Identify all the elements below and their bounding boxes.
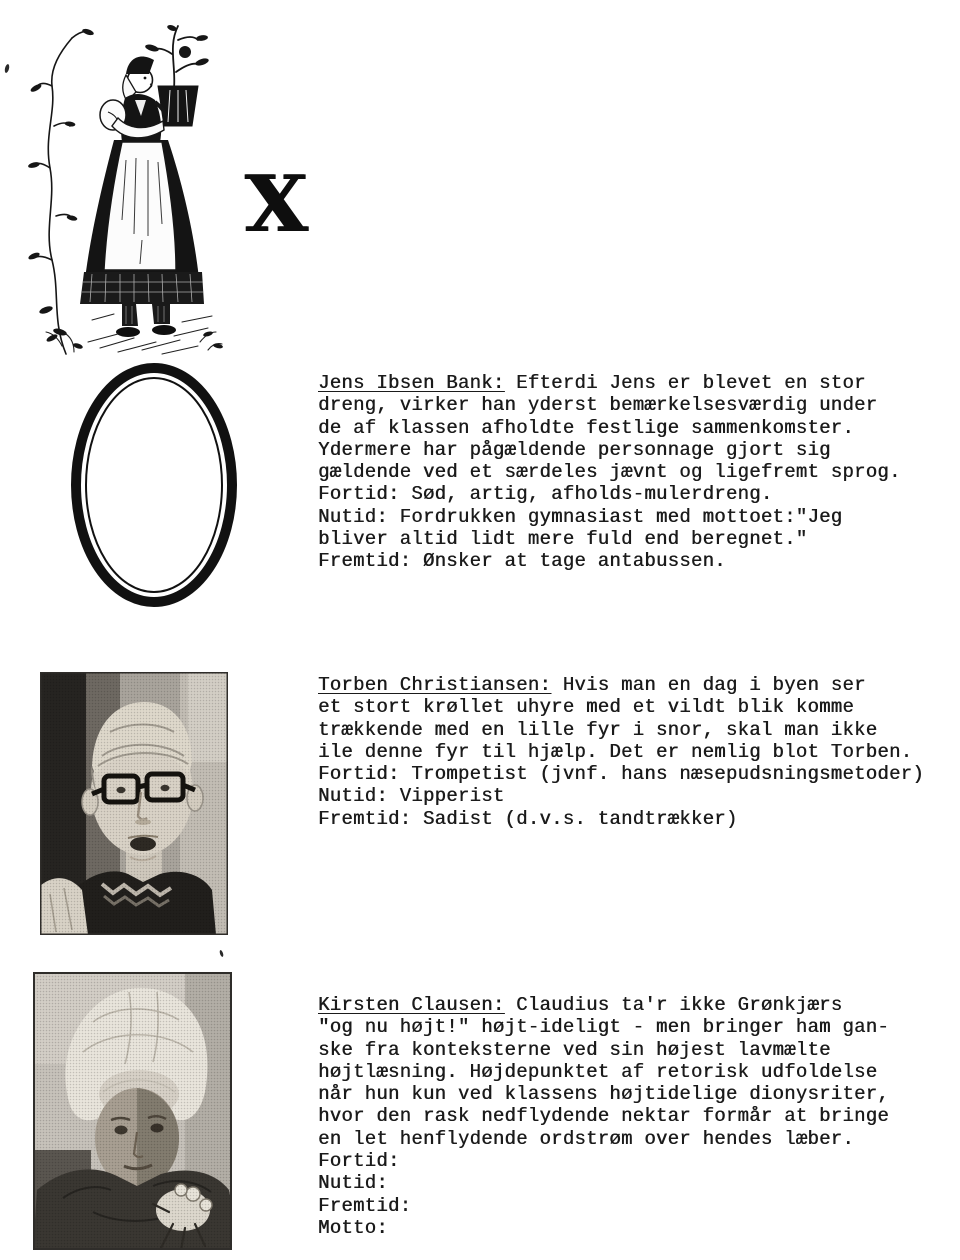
text-line: "og nu højt!" højt-ideligt - men bringer ham gan- bbox=[318, 1016, 889, 1039]
text-line: gældende ved et særdeles jævnt og ligefremt sprog. bbox=[318, 461, 901, 484]
text-line: Fortid: Sød, artig, afholds-mulerdreng. bbox=[318, 483, 773, 506]
text-line: Fortid: bbox=[318, 1150, 400, 1173]
entry-intro-text: Efterdi Jens er blevet en stor bbox=[504, 372, 866, 394]
text-line: bliver altid lidt mere fuld end beregnet." bbox=[318, 528, 808, 551]
text-line: de af klassen afholdte festlige sammenkomster. bbox=[318, 416, 854, 439]
text-line: Fremtid: Ønsker at tage antabussen. bbox=[318, 550, 726, 573]
entry-first-line bbox=[318, 994, 889, 1016]
portrait-photo-torben bbox=[40, 672, 228, 935]
text-line: Fremtid: Sadist (d.v.s. tandtrækker) bbox=[318, 807, 738, 830]
text-line: Nutid: Vipperist bbox=[318, 785, 505, 808]
scan-speck bbox=[4, 64, 10, 74]
entry-lines bbox=[318, 696, 924, 830]
entry-intro-text: Hvis man en dag i byen ser bbox=[551, 674, 866, 696]
oval-frame bbox=[70, 362, 238, 608]
text-line: Nutid: bbox=[318, 1172, 388, 1195]
text-line: når hun kun ved klassens højtidelige dionysriter, bbox=[318, 1083, 889, 1106]
text-line: Nutid: Fordrukken gymnasiast med mottoet:"Jeg bbox=[318, 505, 843, 528]
text-line: ile denne fyr til hjælp. Det er nemlig blot Torben. bbox=[318, 740, 913, 763]
text-line: ske fra konteksterne ved sin højest lavmælte bbox=[318, 1038, 831, 1061]
text-line: en let henflydende ordstrøm over hendes læber. bbox=[318, 1127, 854, 1150]
text-line: Motto: bbox=[318, 1216, 388, 1239]
text-line: trækkende med en lille fyr i snor, skal man ikke bbox=[318, 718, 878, 741]
entry-lines bbox=[318, 394, 901, 572]
text-line: Ydermere har pågældende personnage gjort sig bbox=[318, 438, 831, 461]
text-line: Fremtid: bbox=[318, 1194, 412, 1217]
entry-first-line bbox=[318, 372, 901, 394]
entry-torben-christiansen bbox=[318, 674, 924, 830]
person-name: Kirsten Clausen: bbox=[318, 994, 505, 1016]
person-name: Torben Christiansen: bbox=[318, 674, 552, 696]
text-line: Fortid: Trompetist (jvnf. hans næsepudsningsmetoder) bbox=[318, 763, 924, 786]
initial-letter: X bbox=[244, 159, 308, 250]
engraving-illustration bbox=[22, 20, 232, 360]
entry-first-line bbox=[318, 674, 924, 696]
text-line: et stort krøllet uhyre med et vildt blik komme bbox=[318, 696, 854, 719]
entry-jens-ibsen-bank bbox=[318, 372, 901, 573]
text-line: hvor den rask nedflydende nektar formår at bringe bbox=[318, 1105, 889, 1128]
person-name: Jens Ibsen Bank: bbox=[318, 372, 505, 394]
text-line: højtlæsning. Højdepunktet af retorisk udfoldelse bbox=[318, 1060, 878, 1083]
entry-intro-text: Claudius ta'r ikke Grønkjærs bbox=[504, 994, 843, 1016]
text-line: dreng, virker han yderst bemærkelsesværdig under bbox=[318, 394, 878, 417]
entry-kirsten-clausen bbox=[318, 994, 889, 1239]
entry-lines bbox=[318, 1016, 889, 1239]
scan-speck bbox=[219, 950, 224, 958]
portrait-photo-kirsten bbox=[33, 972, 232, 1250]
